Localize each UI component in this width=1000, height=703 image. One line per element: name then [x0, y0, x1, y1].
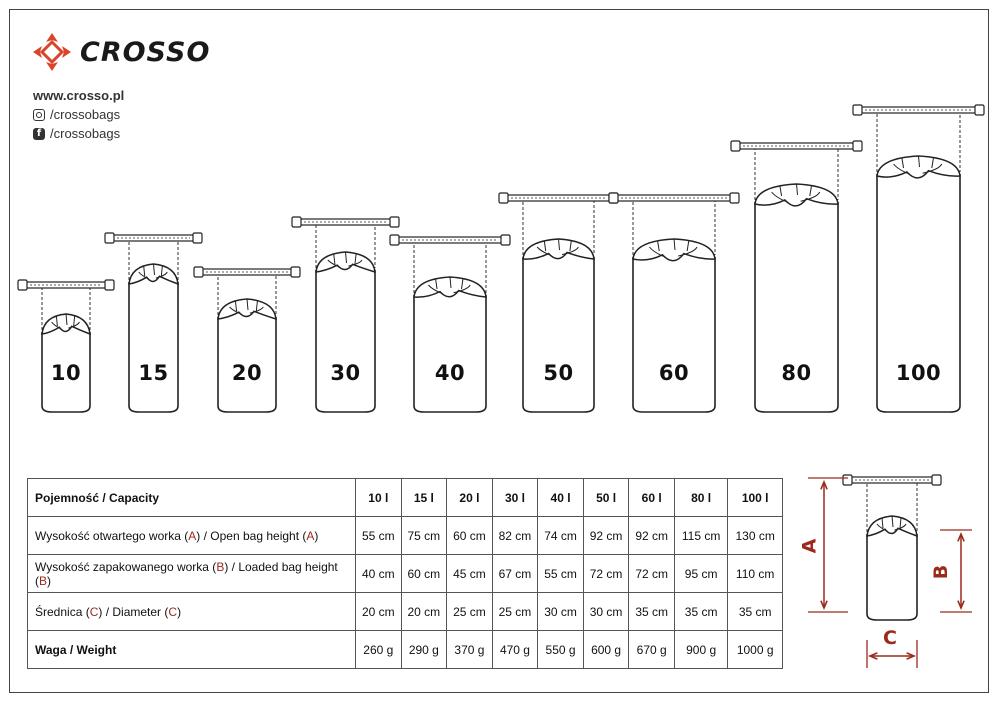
- buckle-right: [291, 267, 300, 277]
- row-label-diameter: Średnica (C) / Diameter (C): [28, 593, 356, 631]
- table-cell: 290 g: [401, 631, 447, 669]
- buckle-right: [501, 235, 510, 245]
- buckle-right: [853, 141, 862, 151]
- dimension-arrow-a: [821, 482, 827, 608]
- bag-illustration: [105, 233, 202, 412]
- bag-capacity-label: 10: [50, 361, 82, 385]
- bag-capacity-label: 80: [781, 361, 812, 385]
- strap: [507, 195, 610, 201]
- buckle-left: [18, 280, 27, 290]
- buckle-left: [292, 217, 301, 227]
- instagram-handle: /crossobags: [50, 107, 121, 122]
- buckle-right: [390, 217, 399, 227]
- table-cell: 72 cm: [629, 555, 675, 593]
- table-row: [28, 631, 783, 669]
- table-cell: 470 g: [492, 631, 538, 669]
- spec-table: [27, 478, 783, 669]
- capacity-cell: 15 l: [401, 479, 447, 517]
- table-cell: 67 cm: [492, 555, 538, 593]
- bag-body: [414, 295, 486, 412]
- table-row: [28, 555, 783, 593]
- bag-capacity-label: 15: [138, 361, 169, 385]
- bag-illustration: [18, 280, 114, 412]
- dimension-label-c: C: [883, 627, 897, 649]
- table-cell: 35 cm: [629, 593, 675, 631]
- bag-capacity-label: 50: [543, 361, 574, 385]
- table-cell: 92 cm: [629, 517, 675, 555]
- buckle-left: [853, 105, 862, 115]
- bag-illustration: [390, 235, 510, 412]
- buckle-right: [105, 280, 114, 290]
- table-cell: 1000 g: [728, 631, 783, 669]
- bag-capacity-label: 100: [895, 361, 942, 385]
- buckle-right: [975, 105, 984, 115]
- bag-body: [316, 270, 375, 412]
- table-cell: 25 cm: [447, 593, 493, 631]
- capacity-cell: 100 l: [728, 479, 783, 517]
- bag-capacity-label: 20: [231, 361, 263, 385]
- table-cell: 20 cm: [356, 593, 402, 631]
- table-cell: 130 cm: [728, 517, 783, 555]
- table-cell: 45 cm: [447, 555, 493, 593]
- table-cell: 82 cm: [492, 517, 538, 555]
- dimension-arrow-b: [958, 534, 964, 608]
- table-cell: 95 cm: [674, 555, 727, 593]
- facebook-icon: f: [33, 128, 45, 140]
- buckle-right: [730, 193, 739, 203]
- table-cell: 115 cm: [674, 517, 727, 555]
- buckle-left: [609, 193, 618, 203]
- buckle-left: [105, 233, 114, 243]
- table-cell: 55 cm: [356, 517, 402, 555]
- buckle-left: [499, 193, 508, 203]
- capacity-cell: 30 l: [492, 479, 538, 517]
- buckle-left: [731, 141, 740, 151]
- table-cell: 55 cm: [538, 555, 584, 593]
- table-cell: 25 cm: [492, 593, 538, 631]
- table-cell: 75 cm: [401, 517, 447, 555]
- table-cell: 60 cm: [401, 555, 447, 593]
- row-label-loaded-height: Wysokość zapakowanego worka (B) / Loaded bag height (B): [28, 555, 356, 593]
- buckle-left: [843, 475, 852, 485]
- capacity-cell: 80 l: [674, 479, 727, 517]
- table-cell: 20 cm: [401, 593, 447, 631]
- dimension-label-b: B: [930, 564, 953, 580]
- bag-body: [633, 257, 715, 412]
- table-cell: 550 g: [538, 631, 584, 669]
- table-row: [28, 517, 783, 555]
- table-header-label: Pojemność / Capacity: [28, 479, 356, 517]
- website-link[interactable]: www.crosso.pl: [33, 88, 125, 103]
- bag-body: [129, 282, 178, 412]
- brand-name: CROSSO: [80, 36, 211, 68]
- bag-illustration: [843, 475, 941, 620]
- table-row: [28, 593, 783, 631]
- bag-capacity-label: 30: [330, 361, 361, 385]
- bag-body: [867, 534, 917, 620]
- buckle-right: [193, 233, 202, 243]
- bag-capacity-label: 40: [434, 361, 466, 385]
- table-cell: 92 cm: [583, 517, 629, 555]
- capacity-cell: 50 l: [583, 479, 629, 517]
- bag-illustration: [194, 267, 300, 412]
- table-header-row: [28, 479, 783, 517]
- table-cell: 110 cm: [728, 555, 783, 593]
- capacity-cell: 10 l: [356, 479, 402, 517]
- row-label-open-height: Wysokość otwartego worka (A) / Open bag height (A): [28, 517, 356, 555]
- bag-body: [523, 257, 594, 412]
- table-cell: 74 cm: [538, 517, 584, 555]
- table-cell: 30 cm: [583, 593, 629, 631]
- buckle-right: [932, 475, 941, 485]
- table-cell: 72 cm: [583, 555, 629, 593]
- table-cell: 600 g: [583, 631, 629, 669]
- capacity-cell: 20 l: [447, 479, 493, 517]
- table-cell: 35 cm: [674, 593, 727, 631]
- capacity-cell: 60 l: [629, 479, 675, 517]
- table-cell: 900 g: [674, 631, 727, 669]
- buckle-left: [390, 235, 399, 245]
- bag-capacity-label: 60: [658, 361, 690, 385]
- table-cell: 40 cm: [356, 555, 402, 593]
- dimension-label-a: A: [798, 538, 821, 554]
- row-label-weight: Waga / Weight: [28, 631, 356, 669]
- table-cell: 35 cm: [728, 593, 783, 631]
- capacity-cell: 40 l: [538, 479, 584, 517]
- table-cell: 370 g: [447, 631, 493, 669]
- buckle-left: [194, 267, 203, 277]
- table-cell: 260 g: [356, 631, 402, 669]
- dimension-arrow-c: [870, 653, 914, 659]
- table-cell: 60 cm: [447, 517, 493, 555]
- table-cell: 670 g: [629, 631, 675, 669]
- facebook-handle: /crossobags: [50, 126, 121, 141]
- table-cell: 30 cm: [538, 593, 584, 631]
